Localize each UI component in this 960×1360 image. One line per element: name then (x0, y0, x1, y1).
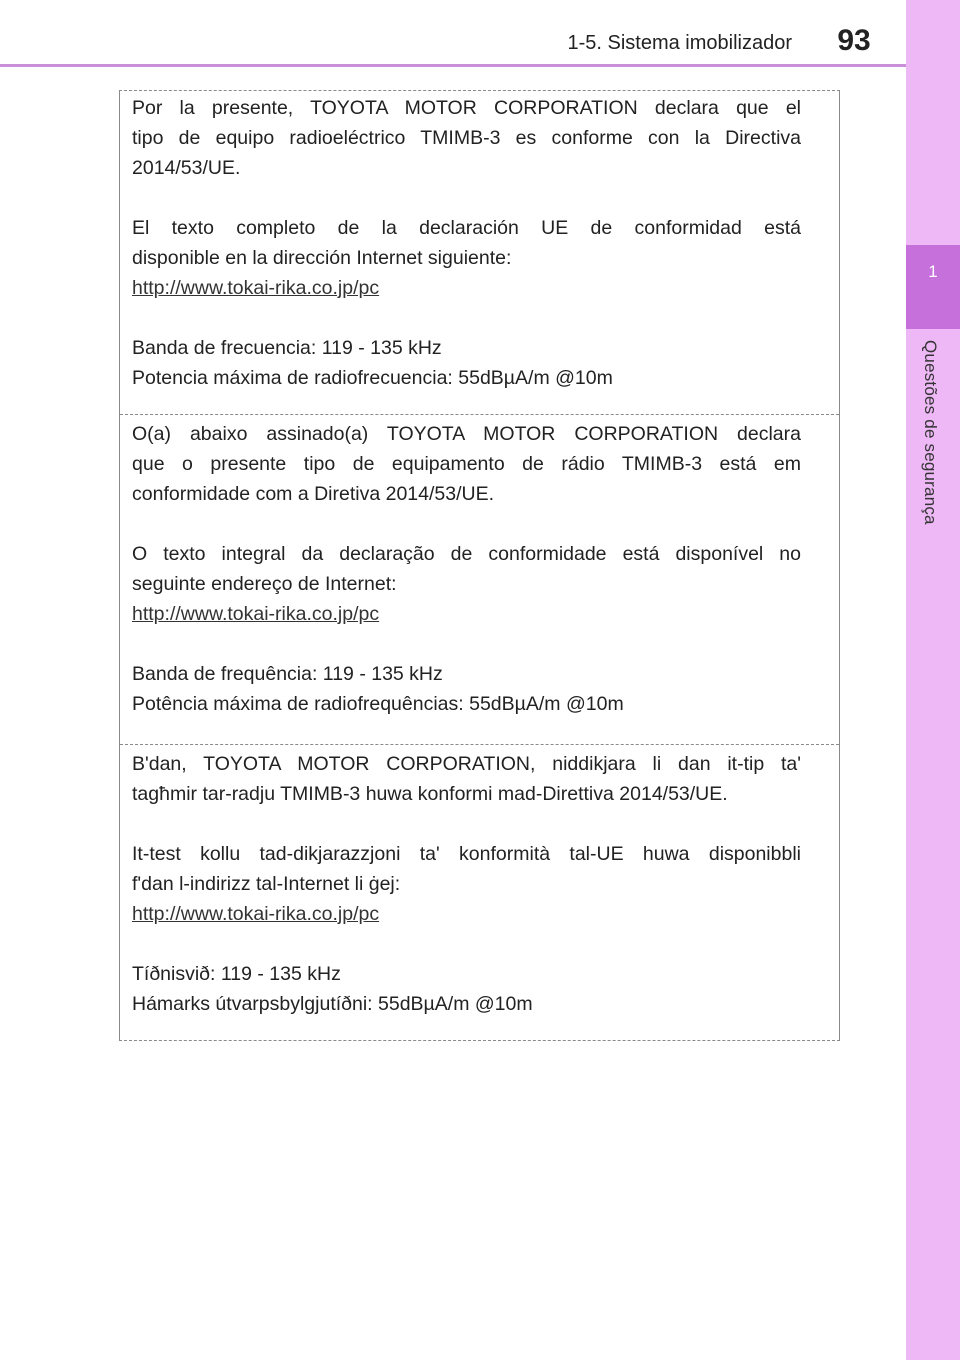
declaration-line: 2014/53/UE. (132, 157, 241, 179)
frequency-band: Tíðnisvið: 119 - 135 kHz (132, 963, 341, 985)
declaration-line: O(a) abaixo assinado(a) TOYOTA MOTOR CORPORATION declara (132, 423, 801, 445)
declaration-line: Por la presente, TOYOTA MOTOR CORPORATION declara que el (132, 97, 801, 119)
declaration-url-link[interactable]: http://www.tokai-rika.co.jp/pc (132, 277, 380, 299)
text-info-line: El texto completo de la declaración UE de conformidad está (132, 217, 801, 239)
text-info-line: seguinte endereço de Internet: (132, 573, 397, 595)
chapter-tab[interactable] (906, 245, 960, 329)
page-number: 93 (837, 24, 871, 57)
declaration-section-pt (120, 419, 839, 719)
text-info-line: f'dan l-indirizz tal-Internet li ġej: (132, 873, 401, 895)
text-info-line: O texto integral da declaração de conformidade está disponível no (132, 543, 801, 565)
declaration-line: conformidade com a Diretiva 2014/53/UE. (132, 483, 495, 505)
text-info-line: It-test kollu tad-dikjarazzjoni ta' konformità tal-UE huwa disponibbli (132, 843, 801, 865)
declaration-line: tipo de equipo radioeléctrico TMIMB-3 es conforme con la Directiva (132, 127, 801, 149)
declaration-line: B'dan, TOYOTA MOTOR CORPORATION, niddikjara li dan it-tip ta' (132, 753, 801, 775)
declaration-box (119, 90, 840, 1041)
section-divider (120, 414, 839, 415)
text-info-line: disponible en la dirección Internet siguiente: (132, 247, 512, 269)
section-title: 1-5. Sistema imobilizador (567, 32, 792, 54)
max-power: Hámarks útvarpsbylgjutíðni: 55dBµA/m @10m (132, 993, 533, 1015)
declaration-url-link[interactable]: http://www.tokai-rika.co.jp/pc (132, 603, 380, 625)
frequency-band: Banda de frecuencia: 119 - 135 kHz (132, 337, 442, 359)
declaration-section-mt (120, 749, 839, 1019)
declaration-section-es (120, 93, 839, 393)
header-divider (0, 64, 906, 67)
declaration-url-link[interactable]: http://www.tokai-rika.co.jp/pc (132, 903, 380, 925)
max-power: Potencia máxima de radiofrecuencia: 55dBµA/m @10m (132, 367, 613, 389)
frequency-band: Banda de frequência: 119 - 135 kHz (132, 663, 443, 685)
declaration-line: tagħmir tar-radju TMIMB-3 huwa konformi mad-Direttiva 2014/53/UE. (132, 783, 728, 805)
section-divider (120, 744, 839, 745)
chapter-number: 1 (928, 262, 938, 281)
declaration-line: que o presente tipo de equipamento de rádio TMIMB-3 está em (132, 453, 801, 475)
max-power: Potência máxima de radiofrequências: 55dBµA/m @10m (132, 693, 624, 715)
chapter-label: Questões de segurança (921, 340, 940, 525)
chapter-side-strip (906, 0, 960, 1360)
